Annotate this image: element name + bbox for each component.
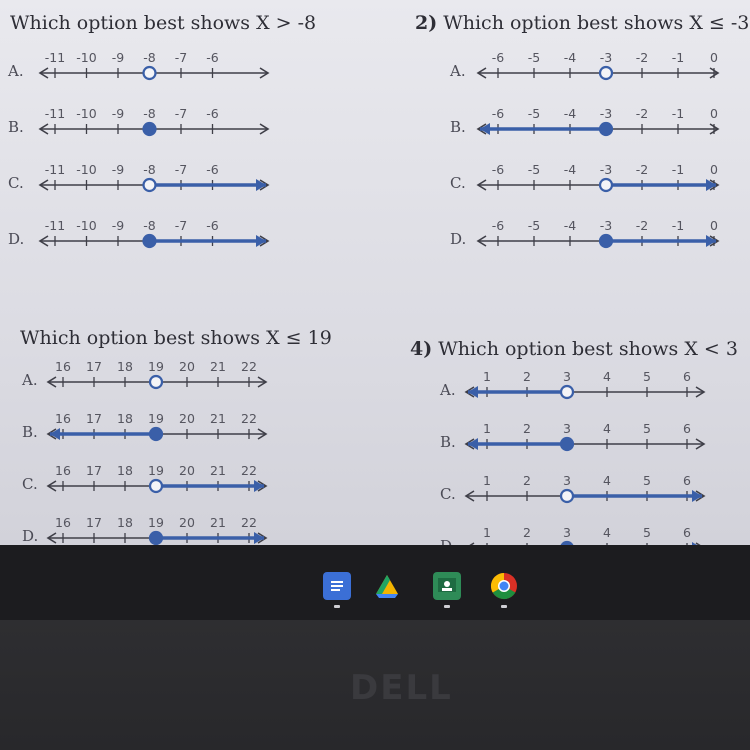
tick-label: 18 [117,515,133,530]
tick-label: 20 [179,359,195,374]
tick-label: -6 [206,218,219,233]
tick-label: -2 [635,50,649,65]
tick-label: -8 [143,218,156,233]
number-line [0,419,714,459]
tick-label: -8 [143,50,156,65]
tick-label: 4 [603,525,611,540]
option-label: B. [450,118,466,136]
classroom-icon[interactable] [433,572,461,600]
tick-label: -6 [491,50,505,65]
tick-label: 5 [643,473,651,488]
option-label: C. [22,475,38,493]
tick-label: -7 [174,162,188,177]
tick-label: 16 [55,463,71,478]
option-label: C. [450,174,466,192]
tick-label: 17 [86,463,102,478]
tick-label: -6 [491,106,505,121]
tick-label: 4 [603,473,611,488]
tick-label: -4 [563,218,577,233]
open-point [561,490,573,502]
question-title [415,12,749,34]
closed-point [600,235,612,247]
tick-label: 21 [210,515,226,530]
tick-label: 21 [210,463,226,478]
tick-label: 3 [563,369,571,384]
tick-label: -7 [174,106,188,121]
tick-label: -11 [44,50,66,65]
chrome-icon[interactable] [490,572,518,600]
tick-label: 22 [241,515,257,530]
option-label: C. [8,174,24,192]
option-label: D. [450,230,467,248]
tick-label: 0 [710,162,718,177]
tick-label: 16 [55,359,71,374]
tick-label: 17 [86,359,102,374]
option-label: A. [450,62,466,80]
tick-label: -2 [635,218,649,233]
tick-label: -9 [111,218,125,233]
brand-logo: DELL [350,668,453,708]
taskbar [0,545,750,620]
tick-label: 21 [210,411,226,426]
tick-label: -2 [635,162,649,177]
tick-label: 1 [483,473,491,488]
option-label: A. [440,381,456,399]
tick-label: 21 [210,359,226,374]
tick-label: -6 [206,106,219,121]
tick-label: -8 [143,162,156,177]
closed-point [561,438,573,450]
tick-label: 20 [179,515,195,530]
tick-label: -3 [599,218,613,233]
tick-label: 5 [643,525,651,540]
tick-label: -10 [76,106,97,121]
tick-label: 5 [643,421,651,436]
tick-label: 18 [117,463,133,478]
option-label: A. [8,62,24,80]
classroom-active-indicator [444,605,450,608]
tick-label: 3 [563,473,571,488]
tick-label: -1 [671,218,685,233]
docs-icon[interactable] [323,572,351,600]
tick-label: 2 [523,369,531,384]
tick-label: 6 [683,473,691,488]
question-text: Which option best shows X ≤ 19 [20,327,332,349]
tick-label: 0 [710,218,718,233]
chrome-active-indicator [501,605,507,608]
tick-label: -3 [599,50,613,65]
tick-label: -10 [76,218,97,233]
tick-label: 20 [179,411,195,426]
tick-label: 20 [179,463,195,478]
tick-label: -11 [44,162,66,177]
tick-label: -6 [206,50,219,65]
tick-label: -10 [76,162,97,177]
tick-label: -4 [563,106,577,121]
open-point [561,386,573,398]
tick-label: -2 [635,106,649,121]
tick-label: -7 [174,50,188,65]
number-line [0,104,728,144]
tick-label: 6 [683,421,691,436]
tick-label: 22 [241,359,257,374]
tick-label: 6 [683,525,691,540]
tick-label: -6 [491,218,505,233]
docs-active-indicator [334,605,340,608]
tick-label: -5 [527,218,541,233]
question-text: Which option best shows X > -8 [10,12,317,34]
tick-label: 3 [563,421,571,436]
option-label: B. [8,118,24,136]
tick-label: 22 [241,463,257,478]
tick-label: -9 [111,162,125,177]
tick-label: -9 [111,50,125,65]
option-label: B. [440,433,456,451]
question-title [410,338,738,360]
tick-label: -3 [599,106,613,121]
tick-label: 4 [603,421,611,436]
question-title [10,12,316,34]
open-point [600,67,612,79]
number-line [0,216,728,256]
number-line [0,160,728,200]
tick-label: 19 [148,359,164,374]
tick-label: -11 [44,106,66,121]
tick-label: 18 [117,411,133,426]
tick-label: 5 [643,369,651,384]
tick-label: -1 [671,162,685,177]
tick-label: -6 [206,162,219,177]
tick-label: 2 [523,421,531,436]
tick-label: -4 [563,50,577,65]
tick-label: 4 [603,369,611,384]
question-title [20,327,332,349]
tick-label: -10 [76,50,97,65]
tick-label: 3 [563,525,571,540]
tick-label: 22 [241,411,257,426]
tick-label: 16 [55,515,71,530]
tick-label: 2 [523,473,531,488]
tick-label: -1 [671,50,685,65]
tick-label: -5 [527,162,541,177]
option-label: D. [22,527,39,545]
tick-label: 6 [683,369,691,384]
tick-label: 1 [483,525,491,540]
tick-label: 19 [148,515,164,530]
tick-label: 0 [710,106,718,121]
option-label: D. [8,230,25,248]
question-text: Which option best shows X < 3 [438,338,738,360]
tick-label: -9 [111,106,125,121]
option-label: B. [22,423,38,441]
tick-label: -6 [491,162,505,177]
question-number: 2) [415,12,438,34]
tick-label: 18 [117,359,133,374]
tick-label: 19 [148,411,164,426]
tick-label: 2 [523,525,531,540]
tick-label: 0 [710,50,718,65]
option-label: C. [440,485,456,503]
closed-point [600,123,612,135]
tick-label: 17 [86,515,102,530]
tick-label: -4 [563,162,577,177]
tick-label: 1 [483,421,491,436]
tick-label: 16 [55,411,71,426]
tick-label: -5 [527,50,541,65]
tick-label: -1 [671,106,685,121]
tick-label: -11 [44,218,66,233]
drive-icon[interactable] [373,572,401,600]
open-point [600,179,612,191]
tick-label: -5 [527,106,541,121]
tick-label: -3 [599,162,613,177]
number-line [0,367,714,407]
tick-label: 19 [148,463,164,478]
tick-label: -8 [143,106,156,121]
number-line [0,48,728,88]
tick-label: -7 [174,218,188,233]
question-text: Which option best shows X ≤ -3 [443,12,750,34]
tick-label: 17 [86,411,102,426]
tick-label: 1 [483,369,491,384]
question-number: 4) [410,338,433,360]
number-line [0,471,714,511]
option-label: A. [22,371,38,389]
